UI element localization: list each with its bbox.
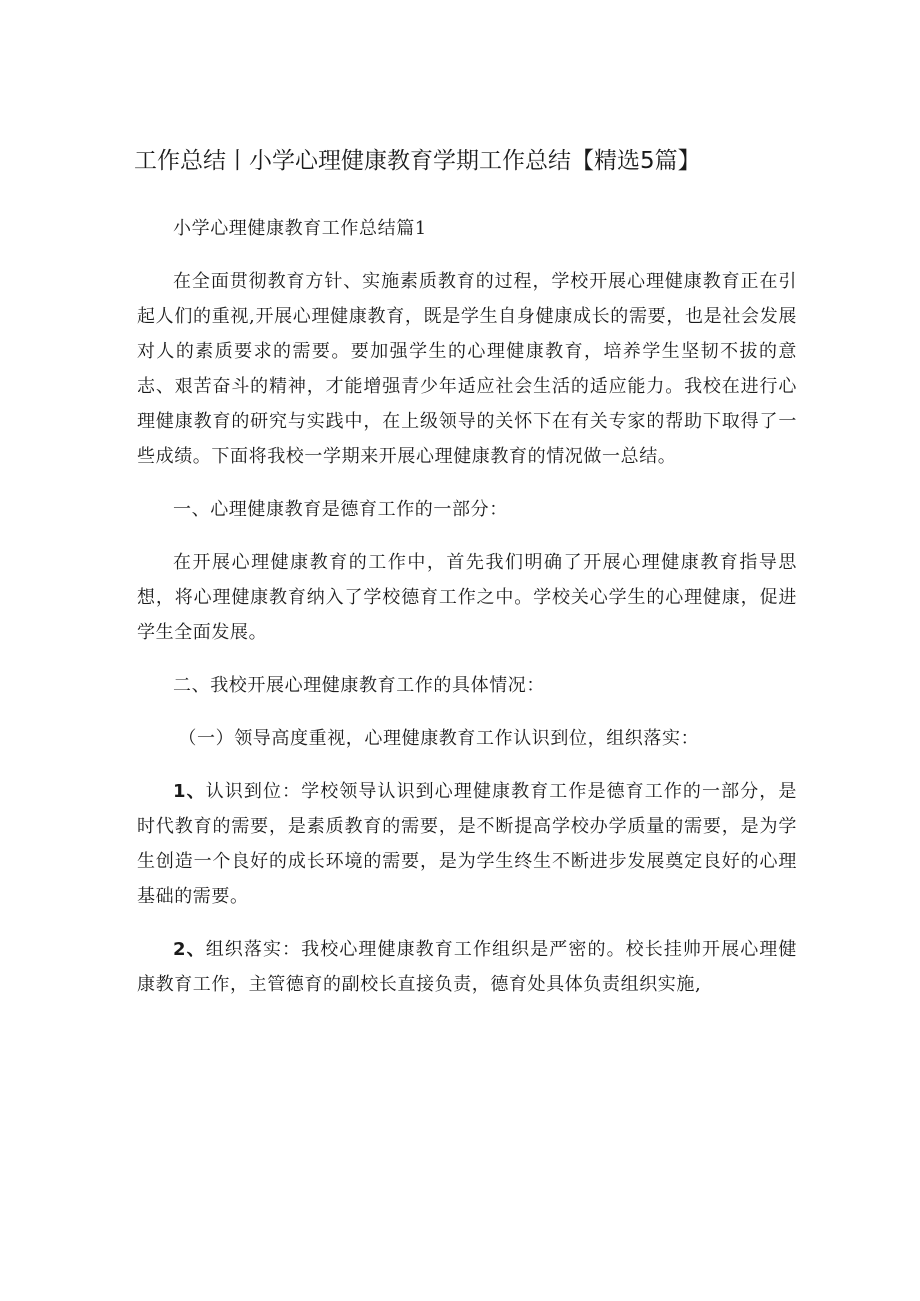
item-number-2: 2、 [173,939,206,960]
document-title: 工作总结丨小学心理健康教育学期工作总结【精选5篇】 [134,148,701,174]
heading-part-two: 二、我校开展心理健康教育工作的具体情况： [173,675,545,696]
paragraph-item-2 [137,932,797,1002]
paragraph-item-1 [137,774,797,914]
heading-part-one: 一、心理健康教育是德育工作的一部分： [173,499,508,520]
section-title: 小学心理健康教育工作总结篇1 [173,218,427,239]
item-number-1: 1、 [173,781,206,802]
item-1-text: 认识到位：学校领导认识到心理健康教育工作是德育工作的一部分，是时代教育的需要，是素质教育的需要，是不断提高学校办学质量的需要，是为学生创造一个良好的成长环境的需要，是为学生终生不断进步发展奠定良好的心理基础的需要。 [137,781,797,907]
paragraph-part-one: 在开展心理健康教育的工作中，首先我们明确了开展心理健康教育指导思想，将心理健康教育纳入了学校德育工作之中。学校关心学生的心理健康，促进学生全面发展。 [137,552,797,643]
paragraph-intro: 在全面贯彻教育方针、实施素质教育的过程，学校开展心理健康教育正在引起人们的重视,开展心理健康教育，既是学生自身健康成长的需要，也是社会发展对人的素质要求的需要。要加强学生的心理健康教育，培养学生坚韧不拔的意志、艰苦奋斗的精神，才能增强青少年适应社会生活的适应能力。我校在进行心理健康教育的研究与实践中，在上级领导的关怀下在有关专家的帮助下取得了一些成绩。下面将我校一学期来开展心理健康教育的情况做一总结。 [137,271,797,467]
document-body [137,211,797,1020]
item-2-text: 组织落实：我校心理健康教育工作组织是严密的。校长挂帅开展心理健康教育工作，主管德育的副校长直接负责，德育处具体负责组织实施, [137,939,797,995]
subheading-leadership: （一）领导高度重视，心理健康教育工作认识到位，组织落实： [178,728,700,749]
